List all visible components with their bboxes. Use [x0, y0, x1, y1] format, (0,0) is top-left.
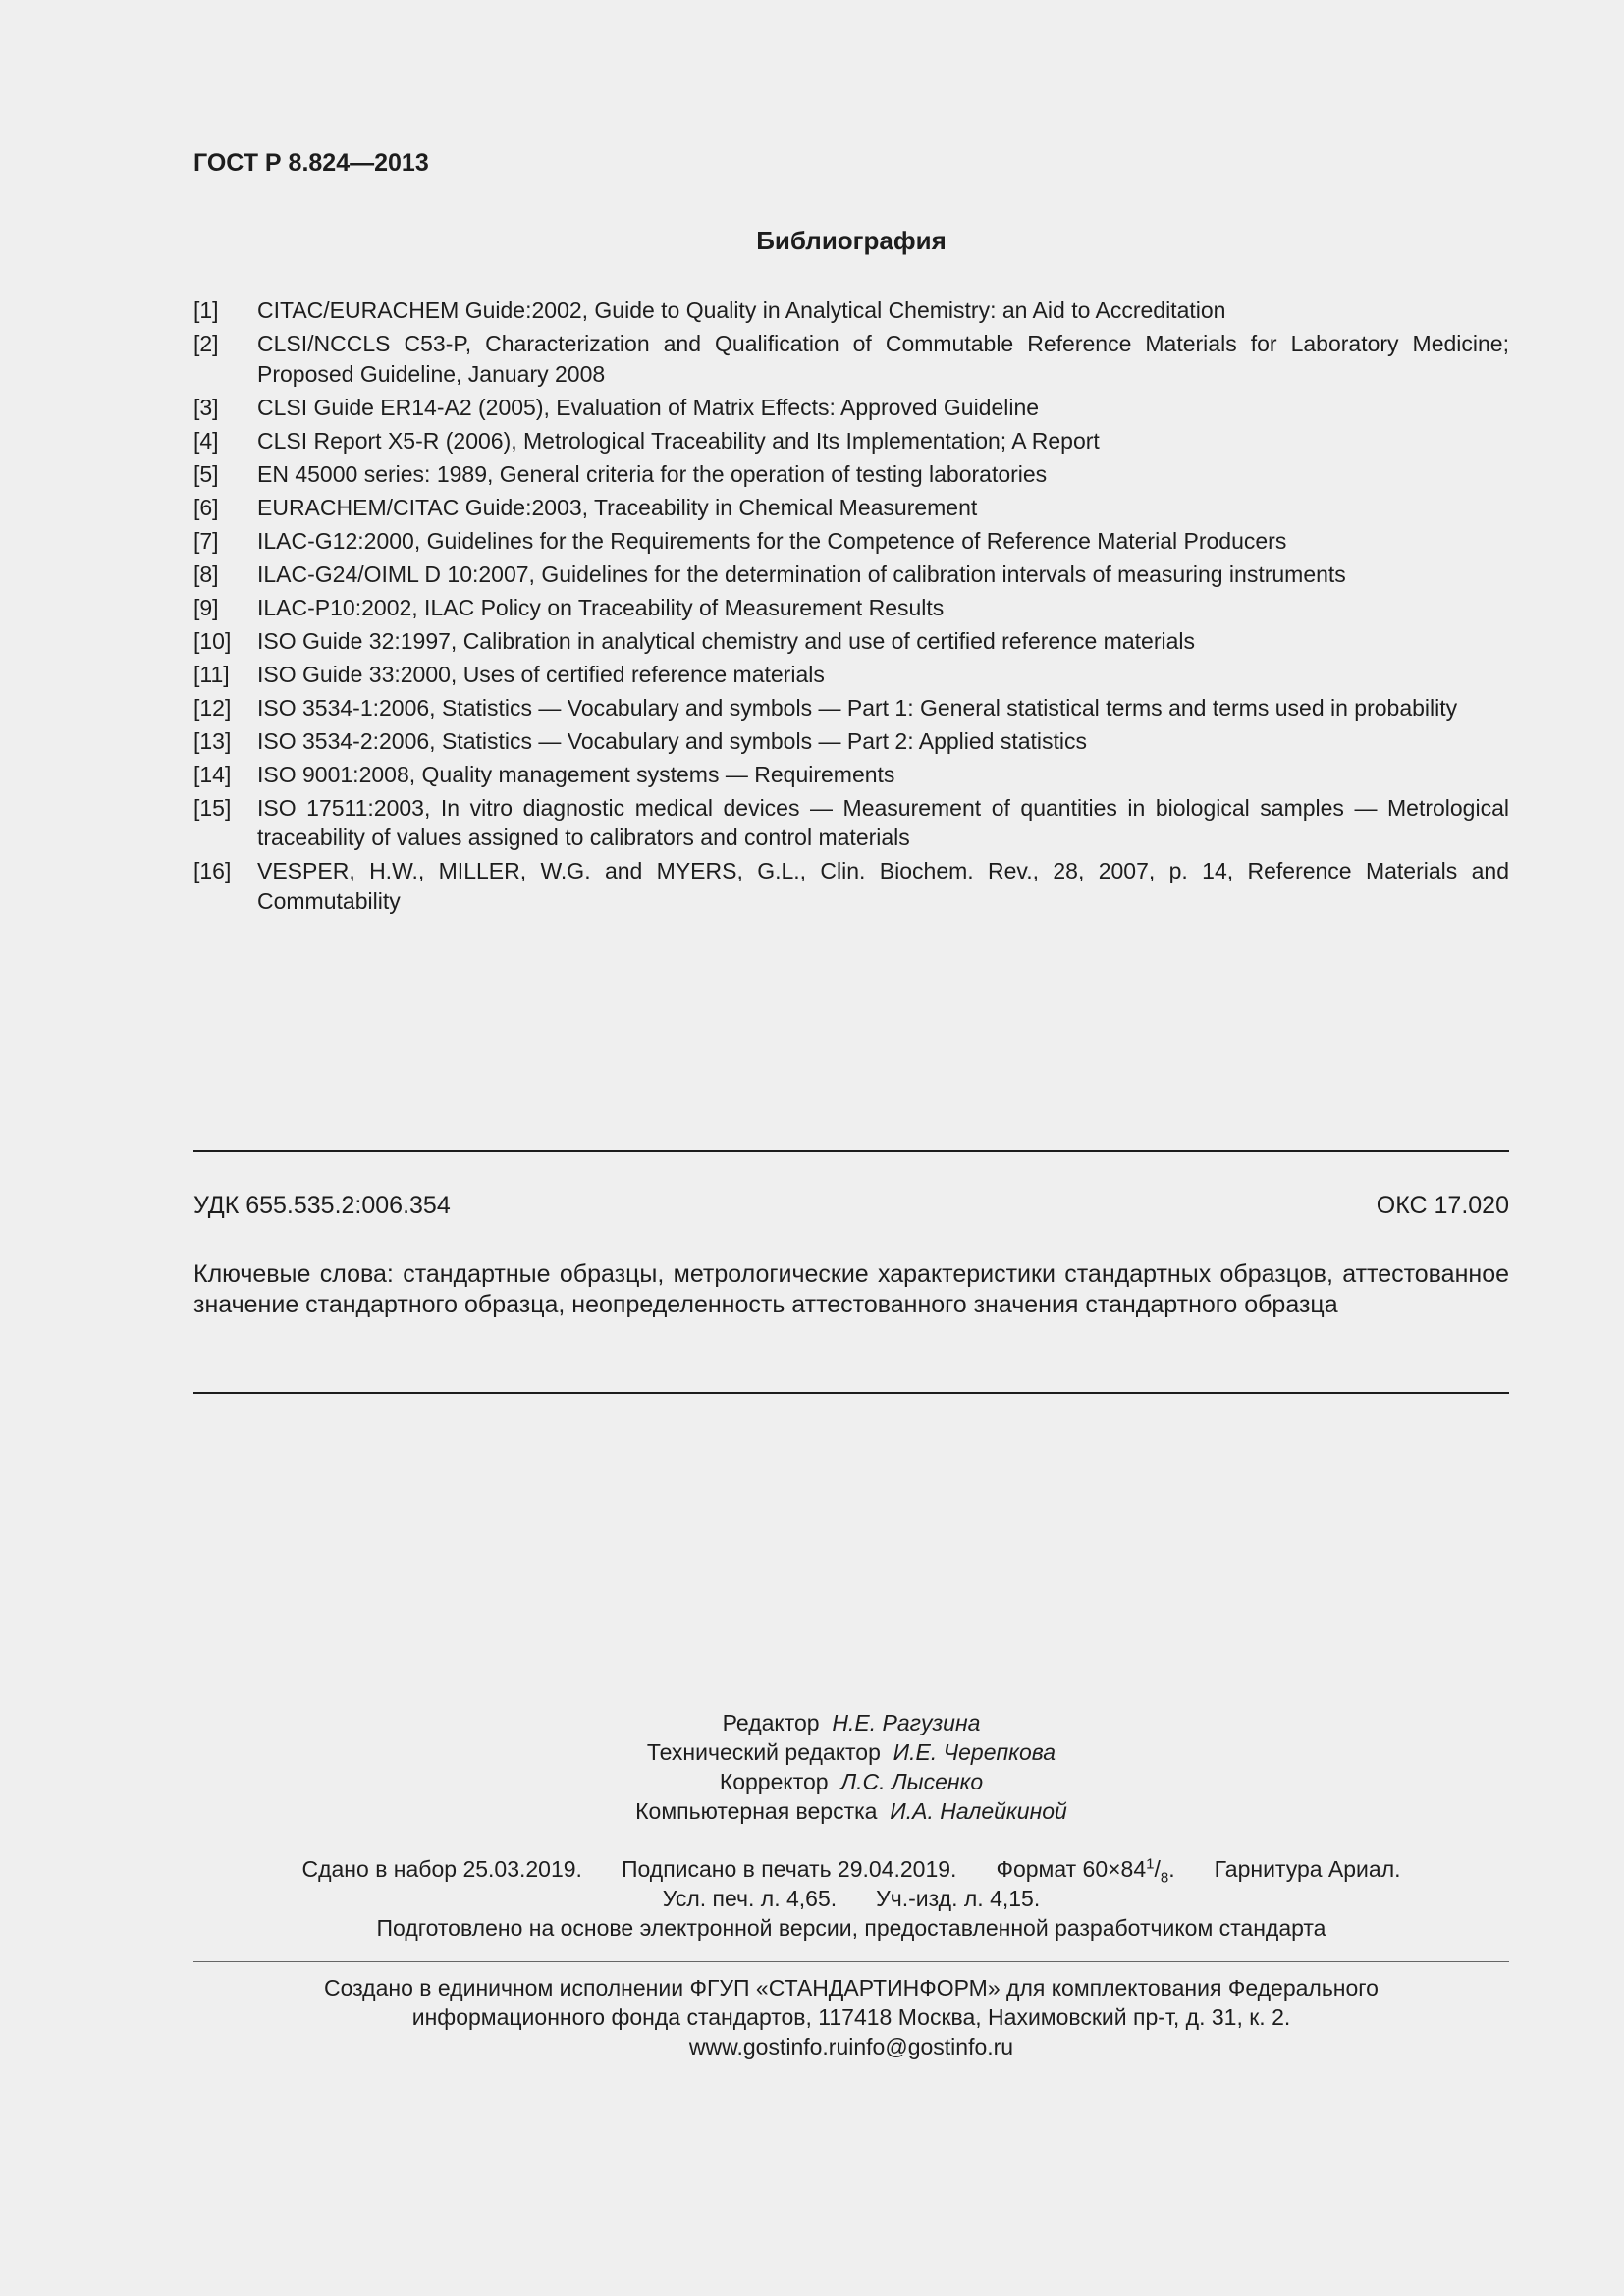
bibliography-item-number: [13]	[193, 727, 232, 754]
editor-role: Редактор	[722, 1710, 820, 1735]
bibliography-item-text: CLSI Guide ER14-A2 (2005), Evaluation of Matrix Effects: Approved Guideline	[257, 394, 1040, 420]
imprint-line-1	[193, 1854, 1509, 1887]
bibliography-item	[193, 560, 1509, 590]
bibliography-item	[193, 459, 1509, 490]
bibliography-item-number: [2]	[193, 331, 219, 356]
bibliography-item	[193, 493, 1509, 523]
bibliography-item	[193, 526, 1509, 557]
bibliography-item-number: [10]	[193, 627, 232, 654]
bibliography-item-text: ISO 17511:2003, In vitro diagnostic medical devices — Measurement of quantities in biological samples — Metrological traceability of values assigned to calibrators and control materials	[257, 794, 1509, 850]
footer-block	[193, 1973, 1509, 2061]
format-slash: /	[1154, 1856, 1161, 1882]
email-link[interactable]: info@gostinfo.ru	[848, 2034, 1014, 2059]
bibliography-item-number: [15]	[193, 794, 232, 821]
bibliography-item	[193, 426, 1509, 456]
signed-date: Подписано в печать 29.04.2019.	[621, 1856, 957, 1882]
bibliography-item-text: EURACHEM/CITAC Guide:2003, Traceability in Chemical Measurement	[257, 494, 978, 520]
top-divider	[193, 1150, 1509, 1152]
footer-contacts	[193, 2032, 1509, 2061]
publ-sheets: Уч.-изд. л. 4,15.	[876, 1886, 1041, 1911]
bibliography-item	[193, 626, 1509, 657]
prepared-note: Подготовлено на основе электронной версии, предоставленной разработчиком стандарта	[376, 1915, 1326, 1941]
bibliography-item-text: ILAC-G24/OIML D 10:2007, Guidelines for the determination of calibration intervals of measuring instruments	[257, 561, 1346, 587]
bibliography-item	[193, 295, 1509, 326]
imprint-block	[193, 1854, 1509, 1943]
credits-block	[193, 1708, 1509, 1826]
typeface: Гарнитура Ариал.	[1214, 1856, 1401, 1882]
format-sub: 8	[1160, 1869, 1169, 1887]
bibliography-item-number: [12]	[193, 694, 232, 721]
bibliography-item-text: VESPER, H.W., MILLER, W.G. and MYERS, G.L., Clin. Biochem. Rev., 28, 2007, p. 14, Reference Materials and Commutability	[257, 858, 1509, 914]
bibliography-item-number: [4]	[193, 427, 219, 454]
format-prefix: Формат 60×84	[996, 1856, 1147, 1882]
bibliography-item-text: ILAC-P10:2002, ILAC Policy on Traceability of Measurement Results	[257, 594, 945, 620]
bibliography-item-text: CLSI/NCCLS C53-P, Characterization and Qualification of Commutable Reference Materials for Laboratory Medicine; Proposed Guideline, January 2008	[257, 331, 1509, 387]
bibliography-item-number: [8]	[193, 561, 219, 587]
bibliography-item-text: ILAC-G12:2000, Guidelines for the Requirements for the Competence of Reference Material Producers	[257, 527, 1287, 554]
oks-code: ОКС 17.020	[1376, 1192, 1509, 1219]
bibliography-item	[193, 329, 1509, 389]
imprint-line-2	[193, 1884, 1509, 1913]
bibliography-item-text: ISO 3534-2:2006, Statistics — Vocabulary and symbols — Part 2: Applied statistics	[257, 727, 1088, 754]
bibliography-list	[193, 295, 1509, 920]
layout-name: И.А. Налейкиной	[890, 1798, 1067, 1824]
bibliography-item-number: [5]	[193, 460, 219, 487]
bibliography-item	[193, 660, 1509, 690]
tech-editor-line	[193, 1737, 1509, 1767]
bibliography-item-text: EN 45000 series: 1989, General criteria for the operation of testing laboratories	[257, 460, 1048, 487]
bibliography-item-number: [3]	[193, 394, 219, 420]
footer-line-2: информационного фонда стандартов, 117418 Москва, Нахимовский пр-т, д. 31, к. 2.	[411, 2004, 1291, 2030]
bibliography-item-number: [14]	[193, 761, 232, 787]
layout-line	[193, 1796, 1509, 1826]
footer-line-1: Создано в единичном исполнении ФГУП «СТАНДАРТИНФОРМ» для комплектования Федерального	[324, 1975, 1379, 2001]
bibliography-item-text: ISO Guide 33:2000, Uses of certified reference materials	[257, 661, 825, 687]
paper-format	[996, 1855, 1175, 1887]
bibliography-item-text: CITAC/EURACHEM Guide:2002, Guide to Quality in Analytical Chemistry: an Aid to Accreditation	[257, 297, 1226, 323]
tech-editor-role: Технический редактор	[646, 1739, 881, 1765]
udk-code: УДК 655.535.2:006.354	[193, 1192, 451, 1219]
bibliography-item-number: [9]	[193, 594, 219, 620]
keywords: Ключевые слова: стандартные образцы, метрологические характеристики стандартных образцов, аттестованное значение стандартного образца, неопределенность аттестованного значения стандартного образца	[193, 1260, 1509, 1318]
bibliography-item	[193, 856, 1509, 916]
editor-name: Н.Е. Рагузина	[832, 1710, 981, 1735]
bibliography-item-text: ISO 9001:2008, Quality management systems — Requirements	[257, 761, 895, 787]
bibliography-item	[193, 726, 1509, 757]
bibliography-item-number: [6]	[193, 494, 219, 520]
bibliography-item-number: [11]	[193, 661, 230, 687]
bibliography-item-text: ISO 3534-1:2006, Statistics — Vocabulary and symbols — Part 1: General statistical terms and terms used in probability	[257, 694, 1458, 721]
bibliography-item	[193, 693, 1509, 723]
bibliography-item	[193, 793, 1509, 853]
website-link[interactable]: www.gostinfo.ru	[688, 2034, 849, 2059]
corrector-name: Л.С. Лысенко	[840, 1769, 984, 1794]
bibliography-item	[193, 760, 1509, 790]
bibliography-item	[193, 393, 1509, 423]
bibliography-title: Библиография	[756, 226, 947, 255]
submitted-date: Сдано в набор 25.03.2019.	[301, 1856, 582, 1882]
bibliography-item-number: [7]	[193, 527, 219, 554]
corrector-line	[193, 1767, 1509, 1796]
print-sheets: Усл. печ. л. 4,65.	[662, 1886, 838, 1911]
bibliography-item	[193, 593, 1509, 623]
tech-editor-name: И.Е. Черепкова	[893, 1739, 1056, 1765]
corrector-role: Корректор	[719, 1769, 829, 1794]
bibliography-item-text: ISO Guide 32:1997, Calibration in analytical chemistry and use of certified reference materials	[257, 627, 1195, 654]
format-sup: 1	[1146, 1855, 1155, 1873]
bibliography-item-number: [16]	[193, 858, 232, 883]
bottom-divider	[193, 1392, 1509, 1394]
bibliography-item-number: [1]	[193, 297, 219, 323]
bibliography-item-text: CLSI Report X5-R (2006), Metrological Traceability and Its Implementation; A Report	[257, 427, 1100, 454]
footer-divider	[193, 1961, 1509, 1962]
editor-line	[193, 1708, 1509, 1737]
standard-header: ГОСТ Р 8.824—2013	[193, 149, 429, 177]
layout-role: Компьютерная верстка	[635, 1798, 878, 1824]
format-end: .	[1168, 1856, 1175, 1882]
